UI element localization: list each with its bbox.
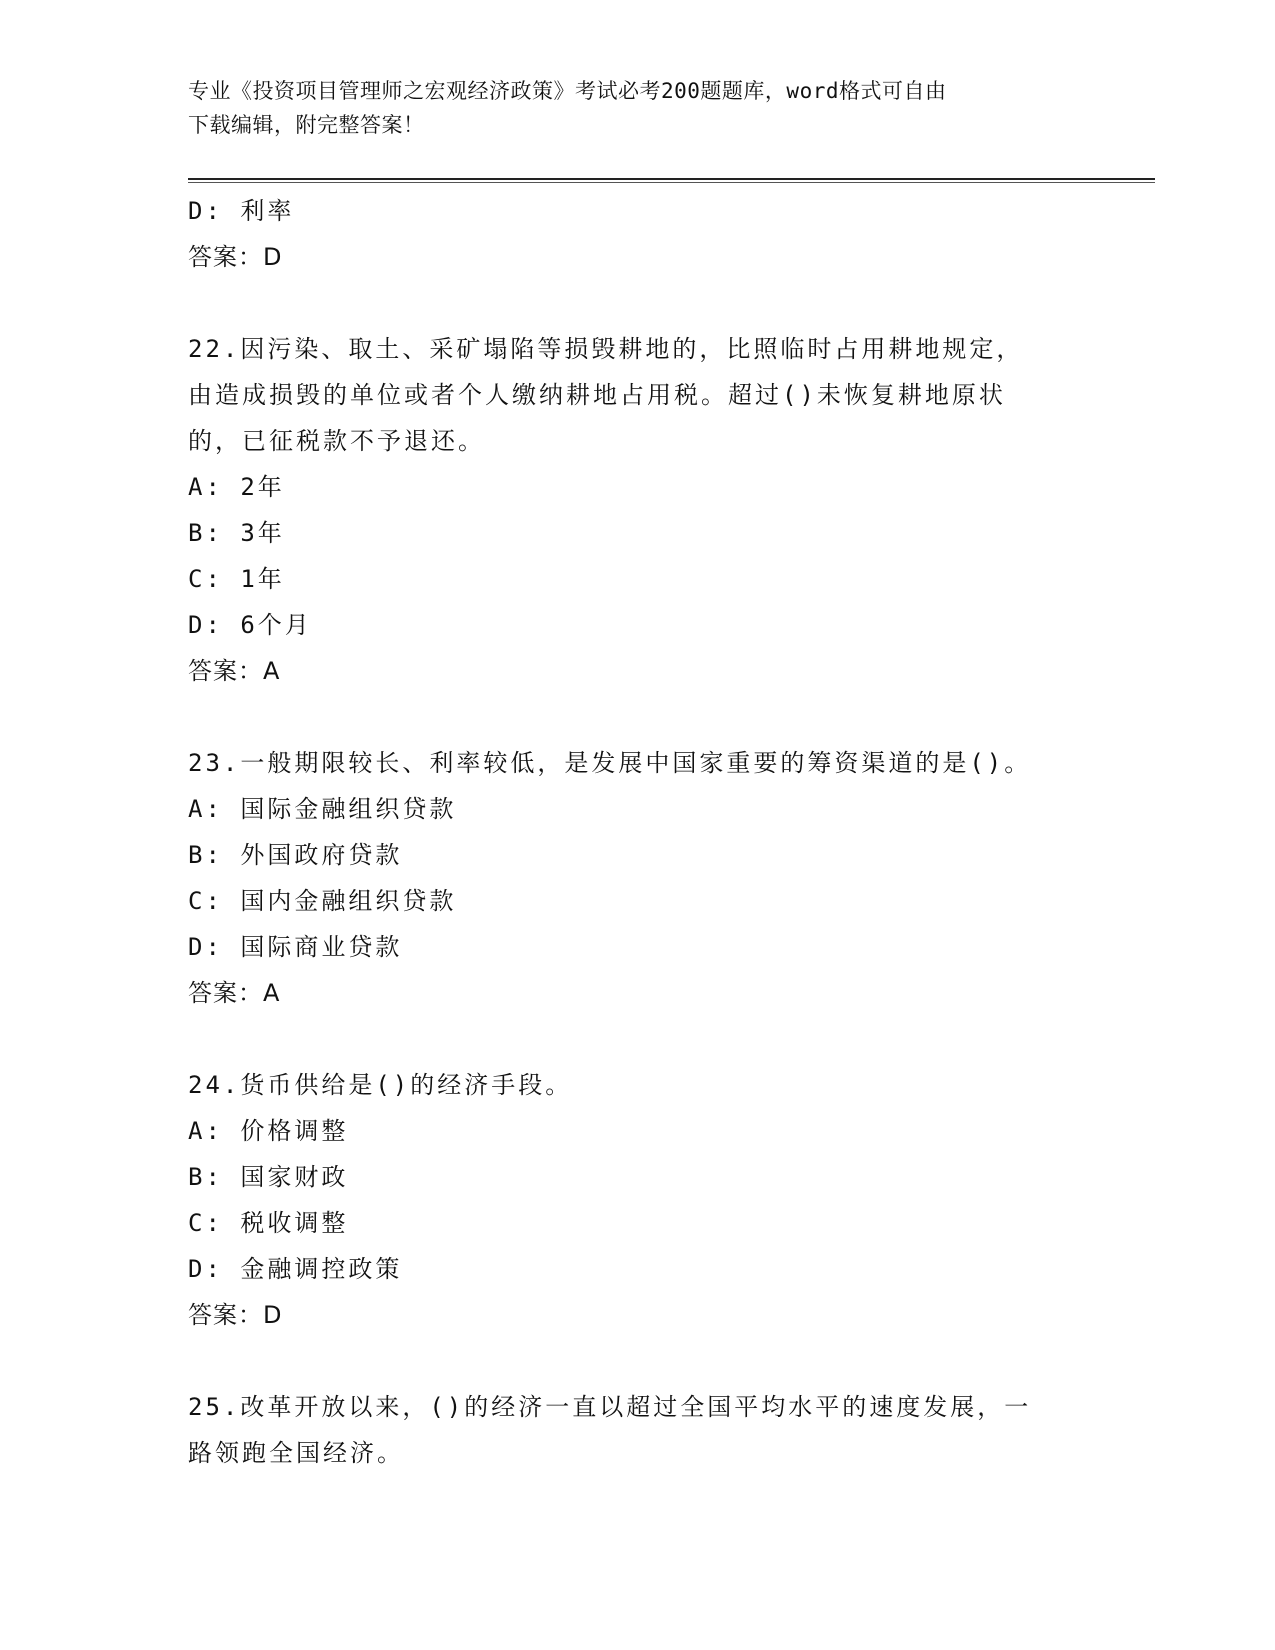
question-23-option-c: C: 国内金融组织贷款: [188, 887, 457, 915]
question-25: [188, 1384, 1088, 1476]
question-23: [188, 740, 1088, 1016]
header-line-2: 下载编辑，附完整答案！: [188, 113, 425, 137]
question-22: [188, 326, 1088, 694]
question-23-answer: 答案：A: [188, 979, 281, 1007]
question-list: [188, 188, 1088, 1476]
header-line-1: 专业《投资项目管理师之宏观经济政策》考试必考200题题库，word格式可自由: [188, 79, 947, 103]
question-23-option-b: B: 外国政府贷款: [188, 841, 403, 869]
question-22-text-2: 由造成损毁的单位或者个人缴纳耕地占用税。超过()未恢复耕地原状: [188, 381, 1006, 409]
header-divider: [188, 178, 1155, 180]
question-24: [188, 1062, 1088, 1338]
question-25-text-1: 25.改革开放以来，()的经济一直以超过全国平均水平的速度发展，一: [188, 1393, 1032, 1421]
question-23-text-1: 23.一般期限较长、利率较低，是发展中国家重要的筹资渠道的是()。: [188, 749, 1032, 777]
prev-option-d: D: 利率: [188, 197, 295, 225]
question-22-text-3: 的，已征税款不予退还。: [188, 427, 485, 455]
question-22-option-b: B: 3年: [188, 519, 285, 547]
question-22-text-1: 22.因污染、取土、采矿塌陷等损毁耕地的，比照临时占用耕地规定，: [188, 335, 1024, 363]
question-22-answer: 答案：A: [188, 657, 281, 685]
question-22-option-d: D: 6个月: [188, 611, 312, 639]
question-22-option-a: A: 2年: [188, 473, 285, 501]
question-23-option-d: D: 国际商业贷款: [188, 933, 403, 961]
document-header: [188, 74, 1088, 142]
question-24-option-a: A: 价格调整: [188, 1117, 349, 1145]
spacer: [188, 694, 1088, 740]
question-25-text-2: 路领跑全国经济。: [188, 1439, 404, 1467]
spacer: [188, 1016, 1088, 1062]
question-24-option-b: B: 国家财政: [188, 1163, 349, 1191]
question-22-option-c: C: 1年: [188, 565, 285, 593]
question-23-option-a: A: 国际金融组织贷款: [188, 795, 457, 823]
question-24-text-1: 24.货币供给是()的经济手段。: [188, 1071, 573, 1099]
spacer: [188, 280, 1088, 326]
header-divider-thin: [188, 182, 1155, 183]
prev-answer: 答案：D: [188, 243, 283, 271]
spacer: [188, 1338, 1088, 1384]
question-24-option-c: C: 税收调整: [188, 1209, 349, 1237]
question-24-answer: 答案：D: [188, 1301, 283, 1329]
question-24-option-d: D: 金融调控政策: [188, 1255, 403, 1283]
